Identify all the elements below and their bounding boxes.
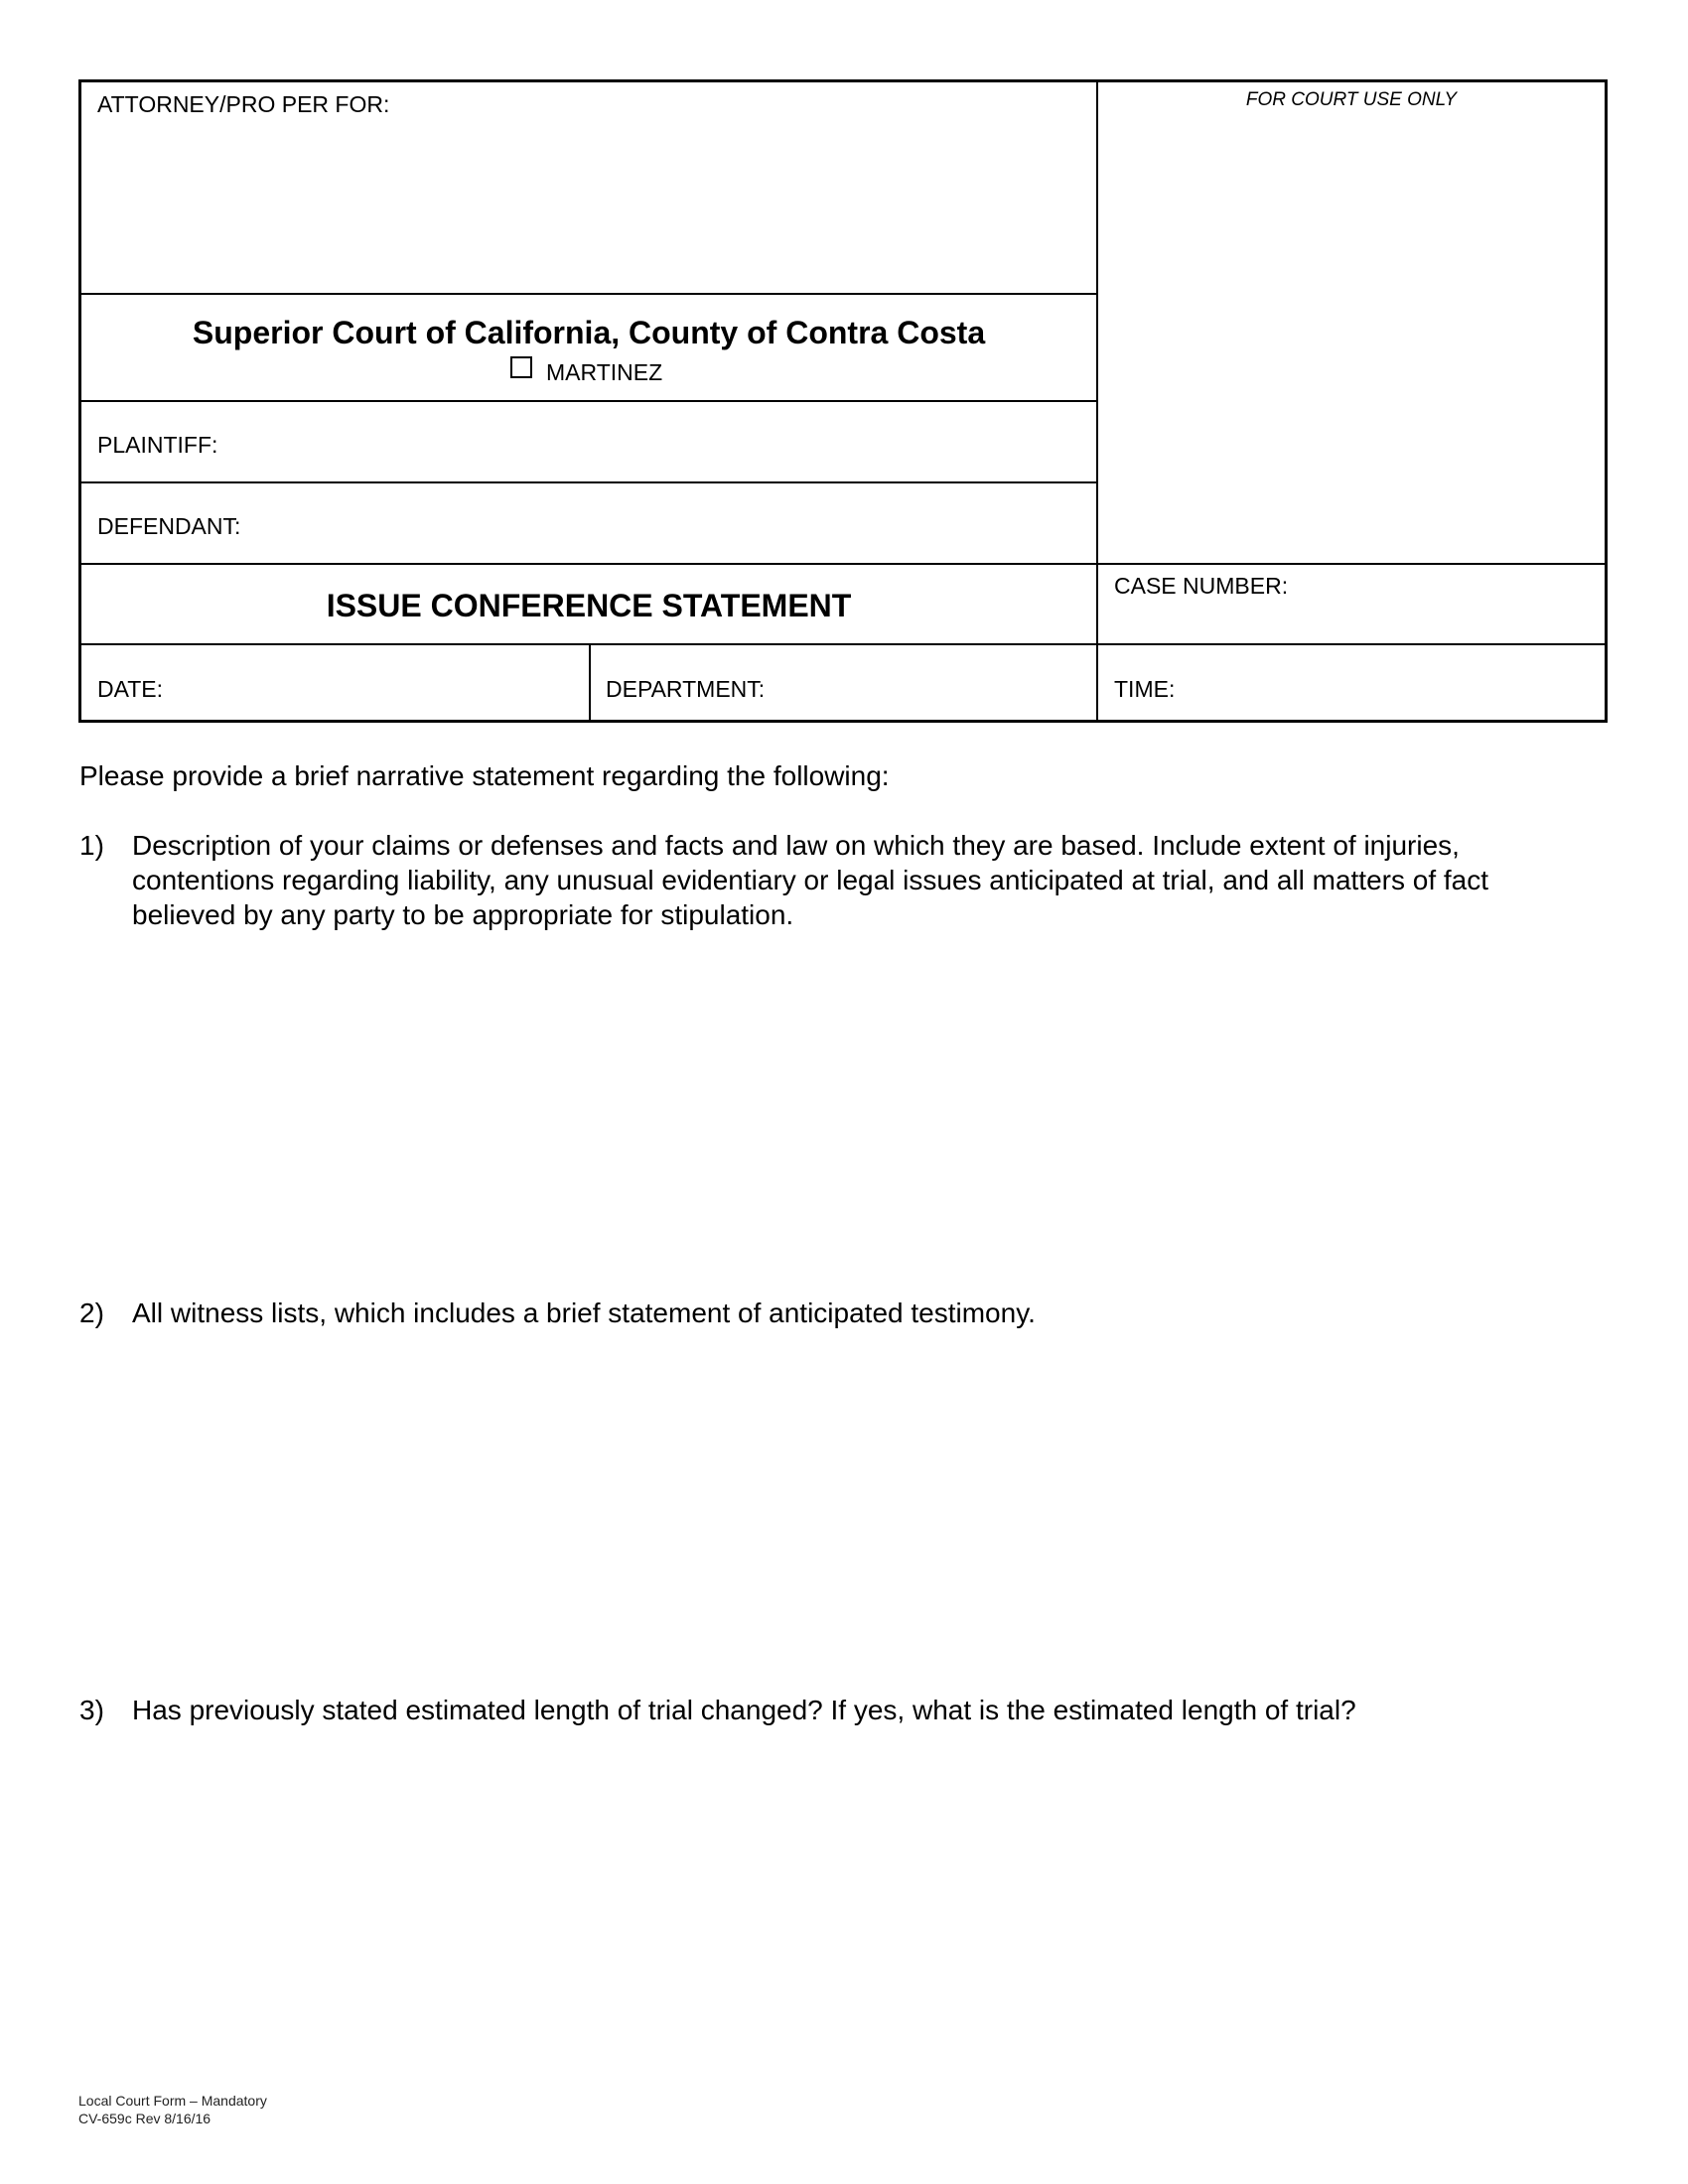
court-name: Superior Court of California, County of Contra Costa (192, 315, 986, 350)
divider (81, 481, 1096, 483)
divider (1096, 82, 1098, 720)
attorney-label: ATTORNEY/PRO PER FOR: (97, 91, 390, 117)
date-field[interactable] (171, 653, 578, 713)
footer-form-type: Local Court Form – Mandatory (78, 2093, 267, 2109)
footer-form-number: CV-659c Rev 8/16/16 (78, 2111, 211, 2126)
divider (81, 293, 1096, 295)
time-field[interactable] (1184, 653, 1596, 713)
question-3-number: 3) (79, 1695, 104, 1725)
defendant-label: DEFENDANT: (97, 513, 241, 539)
plaintiff-label: PLAINTIFF: (97, 432, 218, 458)
case-number-label: CASE NUMBER: (1114, 573, 1289, 599)
question-1-number: 1) (79, 830, 104, 861)
case-number-field[interactable] (1104, 601, 1596, 638)
divider (81, 400, 1096, 402)
question-1-text: Description of your claims or defenses and facts and law on which they are based. Include extent of injuries, contentions regarding liability, any unusual evidentiary or legal issues anticipated at trial, and all matters of fact believed by any party to be appropriate for stipulation. (132, 830, 1489, 930)
question-2-answer-area[interactable] (79, 1340, 1609, 1688)
court-use-label: FOR COURT USE ONLY (1245, 89, 1458, 110)
attorney-field[interactable] (85, 122, 1088, 287)
question-3-text: Has previously stated estimated length of trial changed? If yes, what is the estimated length of trial? (132, 1695, 1356, 1725)
question-2-text: All witness lists, which includes a brief statement of anticipated testimony. (132, 1297, 1036, 1328)
intro-text: Please provide a brief narrative statement regarding the following: (79, 760, 890, 791)
divider (81, 643, 1605, 645)
form-title: ISSUE CONFERENCE STATEMENT (326, 588, 852, 623)
department-label: DEPARTMENT: (606, 676, 766, 702)
date-label: DATE: (97, 676, 164, 702)
divider (81, 563, 1605, 565)
question-3-answer-area[interactable] (79, 1737, 1609, 2065)
divider (589, 643, 591, 720)
plaintiff-field[interactable] (240, 414, 1084, 474)
question-1-answer-area[interactable] (79, 943, 1609, 1291)
martinez-label: MARTINEZ (546, 359, 663, 385)
defendant-field[interactable] (260, 495, 1084, 555)
martinez-checkbox[interactable] (510, 356, 532, 378)
time-label: TIME: (1114, 676, 1176, 702)
department-field[interactable] (786, 653, 1084, 713)
question-2-number: 2) (79, 1297, 104, 1328)
caption-box (78, 79, 1608, 723)
